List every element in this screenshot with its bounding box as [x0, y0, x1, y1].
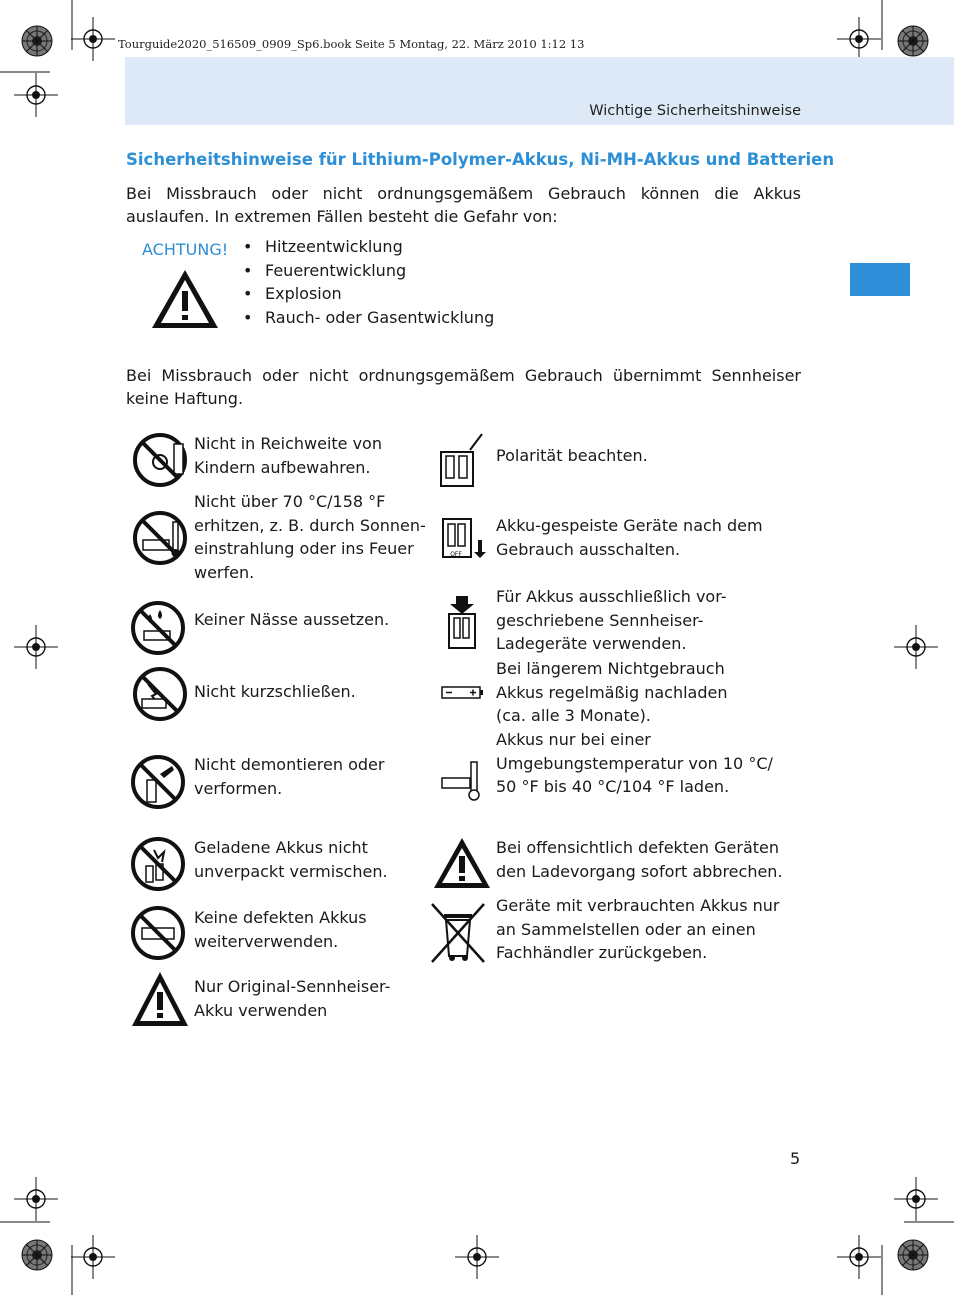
- temperature-icon: [440, 758, 486, 802]
- item-text: Keine defekten Akkus weiterverwenden.: [194, 908, 367, 951]
- warning-triangle-icon: [150, 268, 220, 330]
- item-text: Geräte mit verbrauchten Akkus nur an Sammelstellen oder an einen Fachhändler zurückgeben.: [496, 896, 780, 962]
- item-text: Nur Original-Sennheiser- Akku verwenden: [194, 977, 391, 1020]
- language-tab: [850, 263, 910, 296]
- no-moisture-icon: [130, 600, 186, 656]
- charger-icon: [446, 594, 478, 652]
- hazard-list: [243, 235, 494, 329]
- item-text: Geladene Akkus nicht unverpackt vermischen.: [194, 838, 388, 881]
- intro-paragraph: Bei Missbrauch oder nicht ordnungsgemäßem Gebrauch können die Akkus auslaufen. In extremen Fällen besteht die Gefahr von:: [126, 184, 801, 226]
- item-text: Für Akkus ausschließlich vor- geschriebene Sennheiser- Ladegeräte verwenden.: [496, 587, 727, 653]
- off-label: OFF: [450, 551, 462, 558]
- list-item: • Rauch- oder Gasentwicklung: [243, 306, 494, 330]
- list-item: • Feuerentwicklung: [243, 259, 494, 283]
- switch-off-icon: [440, 516, 486, 562]
- no-heat-icon: [132, 510, 188, 566]
- item-text: Keiner Nässe aussetzen.: [194, 610, 390, 629]
- item-text: Bei längerem Nichtgebrauch Akkus regelmäßig nachladen (ca. alle 3 Monate).: [496, 659, 728, 725]
- page-title: Wichtige Sicherheitshinweise: [589, 103, 801, 119]
- liability-paragraph: Bei Missbrauch oder nicht ordnungsgemäßem Gebrauch übernimmt Sennheiser keine Haftung.: [126, 366, 801, 408]
- no-children-icon: [132, 432, 188, 488]
- battery-recharge-icon: [440, 684, 484, 702]
- item-text: Nicht kurzschließen.: [194, 682, 356, 701]
- no-short-circuit-icon: [132, 666, 188, 722]
- item-text: Bei offensichtlich defekten Geräten den Ladevorgang sofort abbrechen.: [496, 838, 783, 881]
- item-text: Nicht demontieren oder verformen.: [194, 755, 385, 798]
- no-disassemble-icon: [130, 754, 186, 810]
- crossed-bin-icon: [428, 900, 488, 966]
- list-item: • Hitzeentwicklung: [243, 235, 494, 259]
- item-text: Nicht in Reichweite von Kindern aufbewahren.: [194, 434, 382, 477]
- warning-label: ACHTUNG!: [142, 240, 229, 259]
- header-band: [125, 57, 954, 125]
- page-number: 5: [790, 1149, 801, 1168]
- item-text: Akkus nur bei einer Umgebungstemperatur von 10 °C/ 50 °F bis 40 °C/104 °F laden.: [496, 730, 773, 796]
- item-text: Nicht über 70 °C/158 °F erhitzen, z. B. durch Sonnen- einstrahlung oder ins Feuer werfen.: [194, 492, 426, 582]
- no-mixing-icon: [130, 836, 186, 892]
- section-title: Sicherheitshinweise für Lithium-Polymer-Akkus, Ni-MH-Akkus und Batterien: [126, 150, 835, 169]
- item-text: Polarität beachten.: [496, 446, 648, 465]
- item-text: Akku-gespeiste Geräte nach dem Gebrauch ausschalten.: [496, 516, 763, 559]
- warning-triangle-icon: [130, 970, 190, 1028]
- polarity-icon: [438, 430, 486, 488]
- list-item: • Explosion: [243, 282, 494, 306]
- warning-triangle-icon: [432, 836, 492, 890]
- no-defective-battery-icon: [130, 905, 186, 961]
- print-info: Tourguide2020_516509_0909_Sp6.book Seite 5 Montag, 22. März 2010 1:12 13: [118, 37, 585, 51]
